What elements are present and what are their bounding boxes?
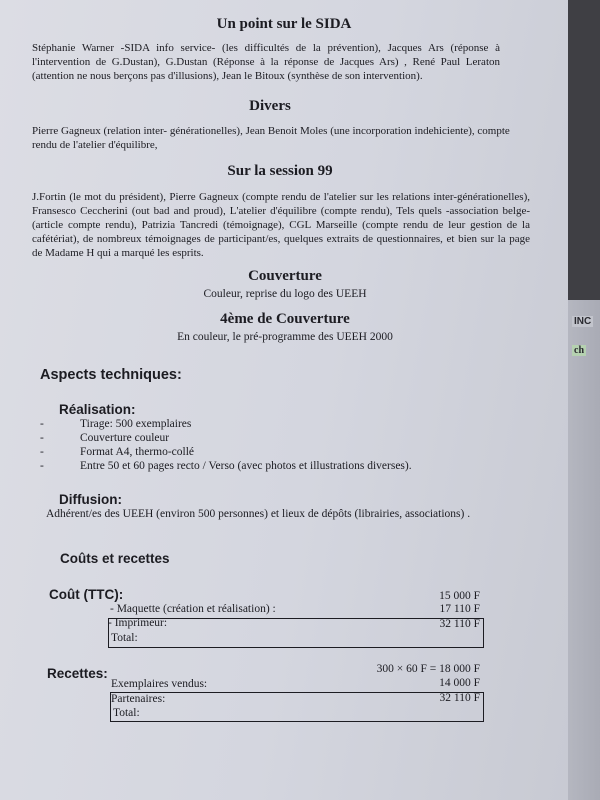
section-title-quatrieme: 4ème de Couverture	[220, 311, 350, 327]
recettes-value: 32 110 F	[439, 692, 480, 704]
section-title-session: Sur la session 99	[227, 163, 333, 179]
cout-label-maquette: - Maquette (création et réalisation) :	[110, 603, 276, 615]
underlying-page-tab: INC	[574, 316, 592, 327]
cout-value: 17 110 F	[439, 603, 480, 615]
diffusion-title: Diffusion:	[59, 492, 122, 507]
recettes-total-box	[110, 692, 484, 722]
section-title-couverture: Couverture	[248, 268, 322, 284]
list-item: - Format A4, thermo-collé	[40, 446, 195, 458]
cout-value: 32 110 F	[439, 618, 480, 630]
recettes-total-label: Total:	[113, 707, 140, 719]
aspects-title: Aspects techniques:	[40, 367, 182, 383]
section-text-couverture: Couleur, reprise du logo des UEEH	[203, 288, 367, 300]
cout-label-imprimeur: - Imprimeur:	[108, 617, 168, 629]
cout-total-box	[108, 618, 484, 648]
recettes-label: Recettes:	[47, 666, 108, 681]
section-title-sida: Un point sur le SIDA	[216, 16, 352, 32]
couts-title: Coûts et recettes	[60, 551, 170, 566]
list-item: - Entre 50 et 60 pages recto / Verso (avec photos et illustrations diverses).	[40, 460, 412, 472]
cout-label: Coût (TTC):	[49, 587, 124, 602]
recettes-value: 14 000 F	[439, 677, 480, 689]
section-text-divers: Pierre Gagneux (relation inter- générationelles), Jean Benoit Moles (une incorporation indehiciente), compte rendu de l'atelier d'équilibre,	[32, 125, 510, 151]
section-text-quatrieme: En couleur, le pré-programme des UEEH 2000	[177, 331, 393, 343]
underlying-page-tab: ch	[574, 345, 584, 356]
section-text-session: J.Fortin (le mot du président), Pierre Gagneux (compte rendu de l'atelier sur les relations inter-générationelles), Fransesco Ceccherini (out bad and proud), L'atelier d'équilibre (compte rendu), Tels quels -association belge- (article compte rendu), Patrizia Tancredi (témoignage), CGL Marseille (compte rendu de leur gestion de la cafétériat), de nombreux témoignages de participant/es, quelques extraits de questionnaires, et bien sur la page de Madame H qui a marqué les esprits.	[32, 191, 530, 259]
cout-value: 15 000 F	[439, 590, 480, 602]
realisation-title: Réalisation:	[59, 402, 136, 417]
cout-total-label: Total:	[111, 632, 138, 644]
recettes-value: 300 × 60 F = 18 000 F	[376, 663, 480, 675]
list-item: - Tirage: 500 exemplaires	[40, 418, 192, 430]
section-text-sida: Stéphanie Warner -SIDA info service- (les difficultés de la prévention), Jacques Ars (réponse à l'intervention de G.Dustan), G.Dustan (Réponse à la réponse de Jacques Ars) , René Paul Leraton (attention ne nous berçons pas d'illusions), Jean le Bitoux (synthèse de son intervention).	[32, 42, 500, 82]
recettes-label-exemplaires: Exemplaires vendus:	[111, 678, 208, 690]
realisation-list	[40, 417, 412, 473]
recettes-label-partenaires: Partenaires:	[111, 693, 166, 705]
list-item: - Couverture couleur	[40, 432, 170, 444]
diffusion-text: Adhérent/es des UEEH (environ 500 personnes) et lieux de dépôts (librairies, associations) .	[46, 508, 471, 520]
section-title-divers: Divers	[249, 98, 291, 114]
